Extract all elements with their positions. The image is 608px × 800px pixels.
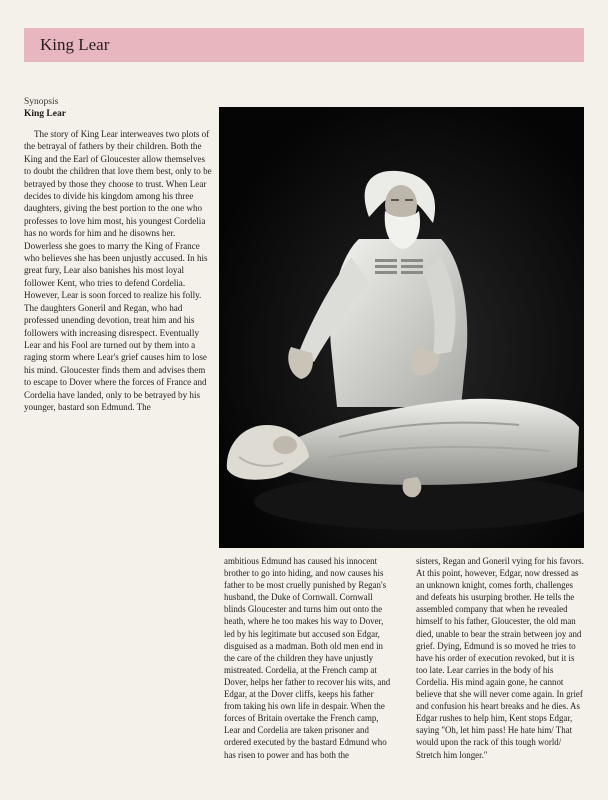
- production-photo-image: [219, 107, 584, 548]
- synopsis-text-col3: sisters, Regan and Goneril vying for his favors. At this point, however, Edgar, now dressed as an unknown knight, comes forth, challenges and defeats his usurping brother. He tells the assembled company that when he revealed himself to his father, Gloucester, the old man died, unable to bear the strain between joy and grief. Dying, Edmund is so moved he tries to have his order of execution revoked, but it is too late. Lear carries in the body of his Cordelia. His mind again gone, he cannot believe that she will never come again. In grief and confusion his heart breaks and he dies. As Edgar rushes to help him, Kent stops Edgar, saying "Oh, let him pass! He hate him/ That would upon the rack of this tough world/ Stretch him longer.": [416, 556, 584, 760]
- synopsis-column-left: [24, 96, 214, 413]
- synopsis-text-col1: The story of King Lear interweaves two plots of the betrayal of fathers by their children. Both the King and the Earl of Gloucester allow themselves to doubt the children that love them best, only to be betrayed by those they choose to trust. When Lear decides to divide his kingdom among his three daughters, giving the best portion to the one who professes to love him most, his youngest Cordelia has no words for him and he disowns her. Dowerless she goes to marry the King of France who believes she has been unjustly accused. In his great fury, Lear also banishes his most loyal follower Kent, who tries to defend Cordelia. However, Lear is soon forced to realize his folly. The daughters Goneril and Regan, who had professed unending devotion, treat him and his followers with increasing disrespect. Eventually Lear and his Fool are turned out by them into a raging storm where Lear's grief causes him to lose his mind. Gloucester finds them and advises them to escape to Dover where the forces of France and Cordelia have landed, only to be betrayed by his younger, bastard son Edmund. The: [24, 129, 212, 412]
- synopsis-column-middle: [224, 555, 392, 761]
- synopsis-column-right: [416, 555, 586, 761]
- page-title: King Lear: [40, 35, 110, 54]
- synopsis-title: King Lear: [24, 109, 66, 119]
- synopsis-text-col2: ambitious Edmund has caused his innocent brother to go into hiding, and now causes his father to be most cruelly punished by Regan's husband, the Duke of Cornwall. Cornwall blinds Gloucester and turns him out onto the heath, where he too makes his way to Dover, led by his legitimate but accused son Edgar, disguised as a madman. Both old men end in the care of the children they have unjustly mistreated. Cordelia, at the French camp at Dover, helps her father to recover his wits, and Edgar, at the Dover cliffs, keeps his father from taking his own life in despair. When the forces of Britain overtake the French camp, Lear and Cordelia are taken prisoner and ordered executed by the bastard Edmund who has risen to power and has both the: [224, 556, 391, 760]
- synopsis-label: Synopsis: [24, 97, 59, 107]
- production-photo: [219, 107, 584, 548]
